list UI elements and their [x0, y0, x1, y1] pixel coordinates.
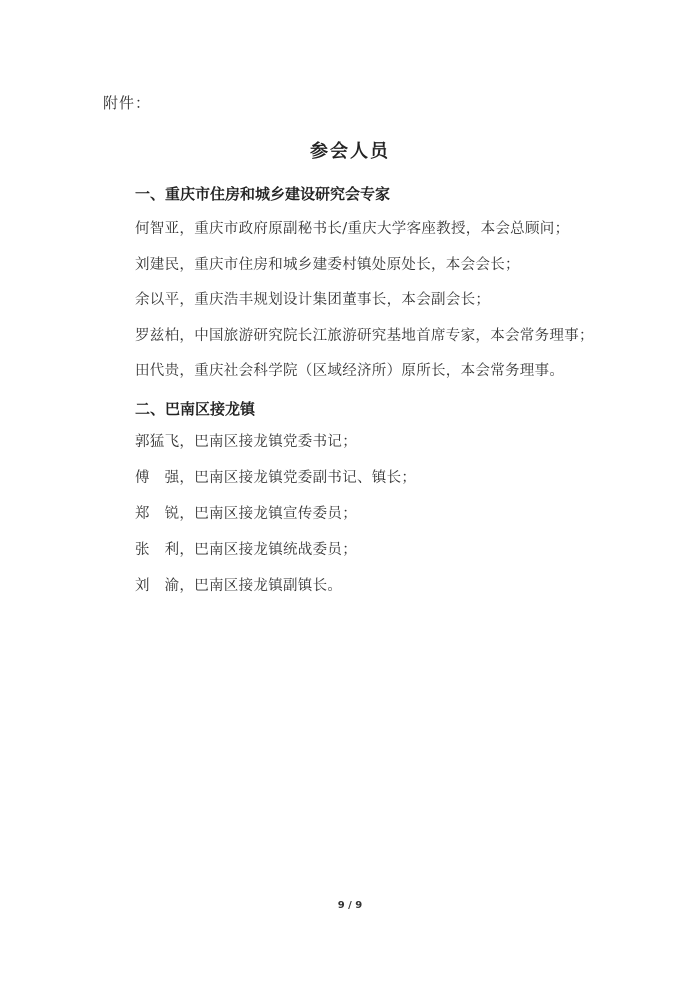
list-item: 刘 渝，巴南区接龙镇副镇长。 [135, 578, 343, 594]
document-title: 参会人员 [310, 141, 390, 162]
town-officials-list [135, 432, 416, 612]
list-item: 郭猛飞，巴南区接龙镇党委书记； [135, 434, 357, 450]
list-item: 罗兹柏，中国旅游研究院长江旅游研究基地首席专家，本会常务理事； [135, 327, 594, 344]
list-item: 刘建民，重庆市住房和城乡建委村镇处原处长，本会会长； [135, 256, 520, 273]
page-number: 9 / 9 [337, 900, 363, 911]
list-item: 傅 强，巴南区接龙镇党委副书记、镇长； [135, 470, 417, 486]
attachment-label: 附件： [103, 94, 152, 112]
list-item: 张 利，巴南区接龙镇统战委员； [135, 542, 357, 558]
list-item: 郑 锐，巴南区接龙镇宣传委员； [135, 506, 357, 522]
section-heading-town: 二、巴南区接龙镇 [135, 400, 256, 418]
experts-list [135, 219, 594, 397]
list-item: 何智亚，重庆市政府原副秘书长/重庆大学客座教授，本会总顾问； [135, 221, 570, 237]
section-heading-experts: 一、重庆市住房和城乡建设研究会专家 [135, 185, 391, 203]
list-item: 余以平，重庆浩丰规划设计集团董事长，本会副会长； [135, 292, 491, 308]
list-item: 田代贵，重庆社会科学院（区域经济所）原所长，本会常务理事。 [135, 363, 565, 379]
